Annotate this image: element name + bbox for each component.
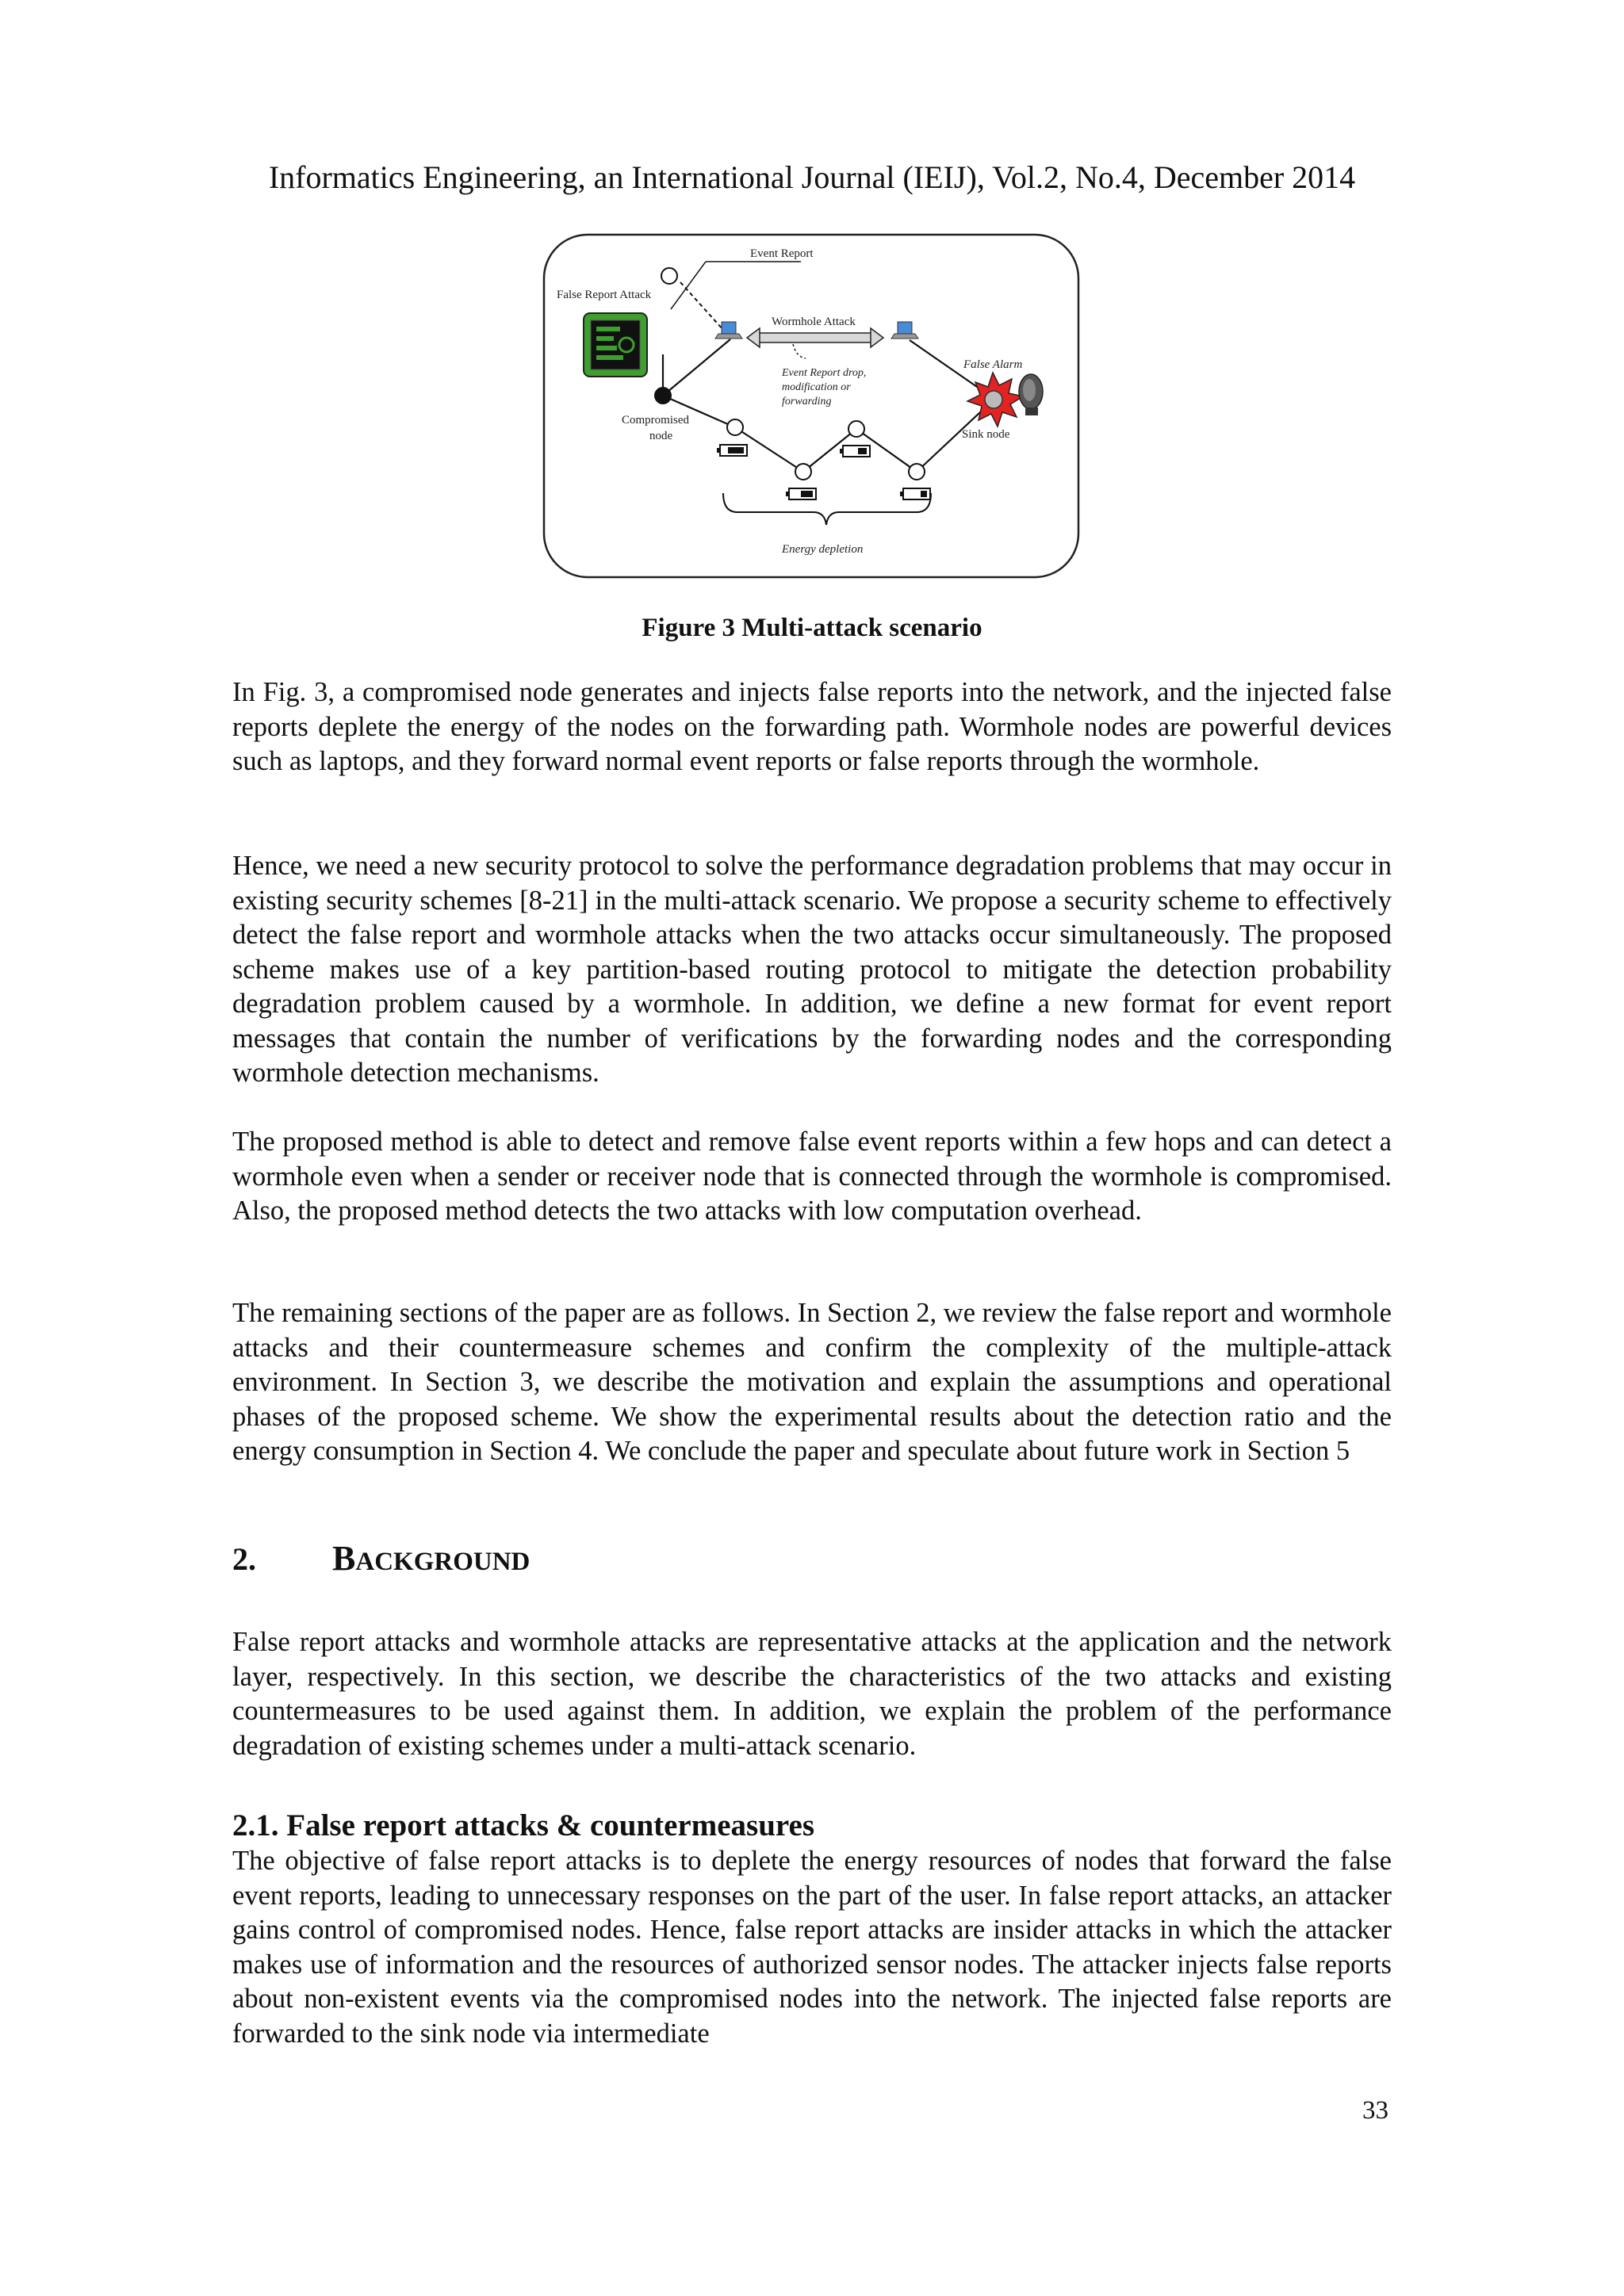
- multi-attack-figure: [539, 232, 1083, 582]
- section-paragraph: False report attacks and wormhole attacks are representative attacks at the application and the network layer, respectively. In this section, we describe the characteristics of the two attacks and existing countermeasures to be used against them. In addition, we explain the problem of the performance degradation of existing schemes under a multi-attack scenario.: [232, 1627, 1392, 1761]
- running-header: Informatics Engineering, an International Journal (IEIJ), Vol.2, No.4, December 2014: [268, 159, 1356, 195]
- event-source-node: [661, 268, 677, 284]
- multi-attack-diagram: [539, 232, 1083, 582]
- laptop-icon-right: [891, 322, 918, 339]
- forwarding-node: [848, 421, 864, 437]
- event-report-leader-line: [671, 262, 706, 309]
- forwarding-node: [795, 464, 811, 480]
- attacker-device-icon: [584, 313, 647, 377]
- label-wormhole-attack: Wormhole Attack: [772, 316, 856, 328]
- event-report-path: [680, 282, 723, 330]
- label-false-alarm: False Alarm: [963, 358, 1023, 371]
- subsection-paragraph: The objective of false report attacks is to deplete the energy resources of nodes that forward the false event reports, leading to unnecessary responses on the part of the user. In false report attacks, an attacker gains control of compromised nodes. Hence, false report attacks are insider attacks in which the attacker makes use of information and the resources of authorized sensor nodes. The attacker injects false reports about non-existent events via the compromised nodes into the network. The injected false reports are forwarded to the sink node via intermediate: [232, 1846, 1392, 2049]
- section-title-rest: ACKGROUND: [355, 1548, 530, 1576]
- drop-indicator-arrow: [793, 344, 806, 358]
- body-paragraph: The proposed method is able to detect and remove false event reports within a few hops and can detect a wormhole even when a sender or receiver node that is connected through the wormhole is compromised. Also, the proposed method detects the two attacks with low computation overhead.: [232, 1127, 1392, 1226]
- page-number: 33: [1362, 2096, 1388, 2125]
- section-title-initial: B: [332, 1539, 356, 1578]
- label-compromised: Compromised: [622, 414, 689, 427]
- satellite-dish-icon: [1019, 374, 1043, 415]
- battery-icon: [717, 445, 747, 456]
- figure-caption: Figure 3 Multi-attack scenario: [642, 614, 982, 642]
- label-modification: modification or: [782, 381, 851, 393]
- section-number: 2.: [232, 1541, 256, 1577]
- body-paragraph: Hence, we need a new security protocol to solve the performance degradation problems that may occur in existing security schemes [8-21] in the multi-attack scenario. We propose a security scheme to effectively detect the false report and wormhole attacks when the two attacks occur simultaneously. The proposed scheme makes use of a key partition-based routing protocol to mitigate the detection probability degradation problem caused by a wormhole. In addition, we define a new format for event report messages that contain the number of verifications by the forwarding nodes and the corresponding wormhole detection mechanisms.: [232, 851, 1392, 1088]
- forwarding-node: [727, 419, 743, 435]
- body-paragraph: In Fig. 3, a compromised node generates and injects false reports into the network, and the injected false reports deplete the energy of the nodes on the forwarding path. Wormhole nodes are powerful devices such as laptops, and they forward normal event reports or false reports through the wormhole.: [232, 677, 1392, 776]
- label-event-report: Event Report: [750, 247, 814, 260]
- energy-depletion-brace: [723, 493, 931, 525]
- label-forwarding: forwarding: [782, 396, 832, 408]
- label-compromised-node: node: [649, 430, 673, 442]
- label-event-report-drop: Event Report drop,: [782, 367, 867, 379]
- forwarding-node: [909, 464, 925, 480]
- subsection-heading: 2.1. False report attacks & countermeasures: [232, 1808, 814, 1843]
- section-heading: [232, 1540, 530, 1581]
- sink-node-core: [985, 391, 1002, 408]
- label-sink-node: Sink node: [962, 428, 1010, 441]
- label-false-report-attack: False Report Attack: [557, 289, 652, 301]
- battery-icon: [840, 446, 870, 457]
- compromised-node: [655, 388, 671, 404]
- body-paragraph: The remaining sections of the paper are as follows. In Section 2, we review the false report and wormhole attacks and their countermeasure schemes and confirm the complexity of the multiple-attack environment. In Section 3, we describe the motivation and explain the assumptions and operational phases of the proposed scheme. We show the experimental results about the detection ratio and the energy consumption in Section 4. We conclude the paper and speculate about future work in Section 5: [232, 1298, 1392, 1466]
- battery-icon: [786, 488, 816, 499]
- wormhole-arrow: [747, 328, 883, 347]
- label-energy-depletion: Energy depletion: [782, 543, 864, 556]
- battery-icon: [900, 488, 930, 499]
